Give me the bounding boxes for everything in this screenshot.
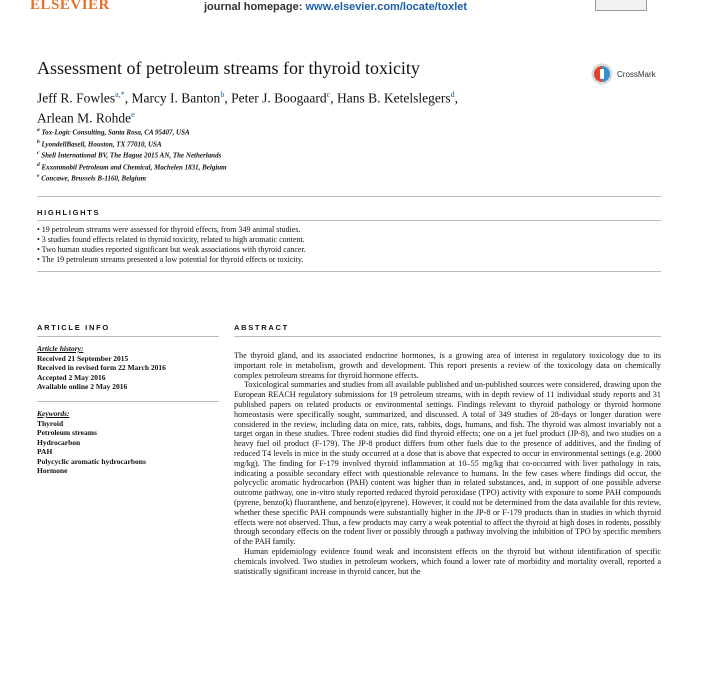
- author-separator: ,: [330, 90, 337, 106]
- keyword[interactable]: Polycyclic aromatic hydrocarbons: [37, 456, 146, 466]
- affiliation-marker: e: [37, 173, 40, 180]
- highlights-heading: HIGHLIGHTS: [37, 208, 101, 217]
- divider: [37, 401, 219, 402]
- keyword[interactable]: PAH: [37, 447, 53, 456]
- article-title: Assessment of petroleum streams for thyroid toxicity: [37, 58, 420, 78]
- affiliation-text: Shell International BV, The Hague 2015 AN, The Netherlands: [41, 151, 222, 160]
- journal-cover-thumbnail[interactable]: [595, 0, 647, 11]
- affiliation-text: Tox-Logic Consulting, Santa Rosa, CA 95407, USA: [41, 128, 190, 137]
- history-entry: Received in revised form 22 March 2016: [37, 363, 166, 372]
- history-entry: Received 21 September 2015: [37, 353, 129, 363]
- author-name: Hans B. Ketelslegers: [336, 90, 451, 106]
- author-affiliation-marker[interactable]: e: [131, 109, 135, 119]
- affiliation-marker: b: [37, 138, 40, 145]
- article-history: [37, 344, 166, 392]
- journal-homepage: [204, 1, 467, 13]
- author-separator: ,: [224, 90, 232, 106]
- author-affiliation-marker[interactable]: a,*: [115, 90, 125, 99]
- affiliation: [37, 172, 227, 184]
- author-separator: ,: [454, 90, 458, 106]
- divider: [37, 196, 661, 197]
- divider: [37, 336, 219, 337]
- author-name: Marcy I. Banton: [131, 90, 221, 106]
- highlight-item: • 3 studies found effects related to thyroid toxicity, related to high aromatic content.: [37, 235, 305, 244]
- affiliation-text: Concawe, Brussels B-1160, Belgium: [41, 174, 147, 183]
- affiliation-marker: c: [37, 150, 40, 157]
- divider: [37, 271, 661, 272]
- affiliation: [37, 138, 227, 150]
- affiliation: [37, 161, 227, 173]
- article-info-heading: ARTICLE INFO: [37, 323, 110, 332]
- publisher-logo[interactable]: ELSEVIER: [30, 0, 110, 13]
- abstract-body: [234, 351, 661, 576]
- affiliation-marker: d: [37, 161, 40, 168]
- keyword[interactable]: Hormone: [37, 466, 68, 475]
- history-entry: Available online 2 May 2016: [37, 382, 128, 391]
- keywords-label: Keywords:: [37, 409, 70, 418]
- history-label: Article history:: [37, 344, 84, 353]
- highlight-item: • The 19 petroleum streams presented a low potential for thyroid effects or toxicity.: [37, 255, 304, 264]
- keyword[interactable]: Petroleum streams: [37, 428, 97, 437]
- journal-url-link[interactable]: www.elsevier.com/locate/toxlet: [305, 1, 468, 13]
- keyword[interactable]: Hydrocarbon: [37, 437, 81, 447]
- abstract-paragraph: Toxicological summaries and studies from all available published and un-published sources were considered, drawing upon the European REACH regulatory submissions for 19 petroleum streams, with in depth review of 11 individual study reports and 31 published papers on related products or environmental settings. Findings relevant to thyroid pathology or thyroid hormone homeostasis were specifically sought, summarized, and discussed. A total of 349 studies of 28-days or longer duration were considered in the review, including data on mice, rats, rabbits, dogs, humans, and fish. The thyroid was almost invariably not a target organ in these studies. Three rodent studies did find thyroid effects; one on a jet fuel product (JP-8), and two studies on a heavy fuel oil product (F-179). The JP-8 product differs from other fuels due to the presence of additives, and the finding of reduced T4 levels in mice in the study occurred at a dose that is above that expected to occur in environmental settings (e.g. 2000 mg/kg). The finding for F-179 involved thyroid inflammation at 10–55 mg/kg that co-occurred with liver pathology in rats, indicating a possible secondary effect with questionable relevance to humans. In the few cases where findings did occur, the polycyclic aromatic hydrocarbon (PAH) content was higher than in related substances, and, in support of one possible adverse outcome pathway, one in-vitro study reported reduced thyroid peroxidase (TPO) activity with exposure to some PAH compounds (pyrene, benzo(k) fluoranthene, and benzo(e)pyrene). However, it could not be determined from the data available for this review, whether these specific PAH compounds were substantially higher in the JP-8 or F-179 products than in studies in which thyroid effects were not observed. Thus, a few products may carry a weak potential to affect the thyroid at high doses in rodents, possibly through secondary effects on the rodent liver or possibly through a pathway involving the inhibition of TPO by specific members of the PAH family.: [234, 380, 661, 547]
- affiliation-marker: a: [37, 127, 40, 133]
- crossmark-icon[interactable]: [591, 63, 613, 85]
- highlight-item: • 19 petroleum streams were assessed for thyroid effects, from 349 animal studies.: [37, 225, 301, 234]
- crossmark-label[interactable]: CrossMark: [617, 70, 656, 79]
- divider: [234, 336, 661, 337]
- affiliation-list: [37, 126, 227, 184]
- author-separator: ,: [124, 90, 132, 106]
- author-affiliation-marker[interactable]: d: [450, 90, 455, 99]
- abstract-paragraph: The thyroid gland, and its associated endocrine hormones, is a growing area of interest in regulatory toxicology due to its important role in metabolism, growth and development. This report presents a review of the toxicology data on chemically complex petroleum streams for thyroid hormone effects.: [234, 351, 661, 380]
- affiliation-text: LyondellBasell, Houston, TX 77010, USA: [41, 139, 162, 148]
- abstract-paragraph: Human epidemiology evidence found weak and inconsistent effects on the thyroid but without identification of specific chemicals involved. Two studies in petroleum workers, which found a lower rate of morbidity and mortality overall, reported a statistically significant increase in thyroid cancer, but the: [234, 546, 661, 576]
- history-entry: Accepted 2 May 2016: [37, 372, 106, 382]
- affiliation-text: Exxonmobil Petroleum and Chemical, Machelen 1831, Belgium: [41, 162, 227, 171]
- highlight-item: • Two human studies reported significant but weak associations with thyroid cancer.: [37, 245, 306, 254]
- author-name: Peter J. Boogaard: [231, 90, 327, 106]
- author-list: [37, 87, 557, 126]
- affiliation: [37, 126, 227, 138]
- author-affiliation-marker[interactable]: b: [220, 90, 225, 99]
- author-name: Jeff R. Fowles: [37, 90, 116, 106]
- abstract-heading: ABSTRACT: [234, 323, 289, 332]
- keyword[interactable]: Thyroid: [37, 418, 64, 428]
- keywords: [37, 409, 146, 476]
- highlights-list: [37, 225, 661, 265]
- author-name: Arlean M. Rohde: [37, 110, 132, 125]
- divider: [37, 220, 661, 221]
- affiliation: [37, 149, 227, 161]
- journal-homepage-label: journal homepage:: [204, 1, 306, 13]
- author-affiliation-marker[interactable]: c: [326, 90, 331, 99]
